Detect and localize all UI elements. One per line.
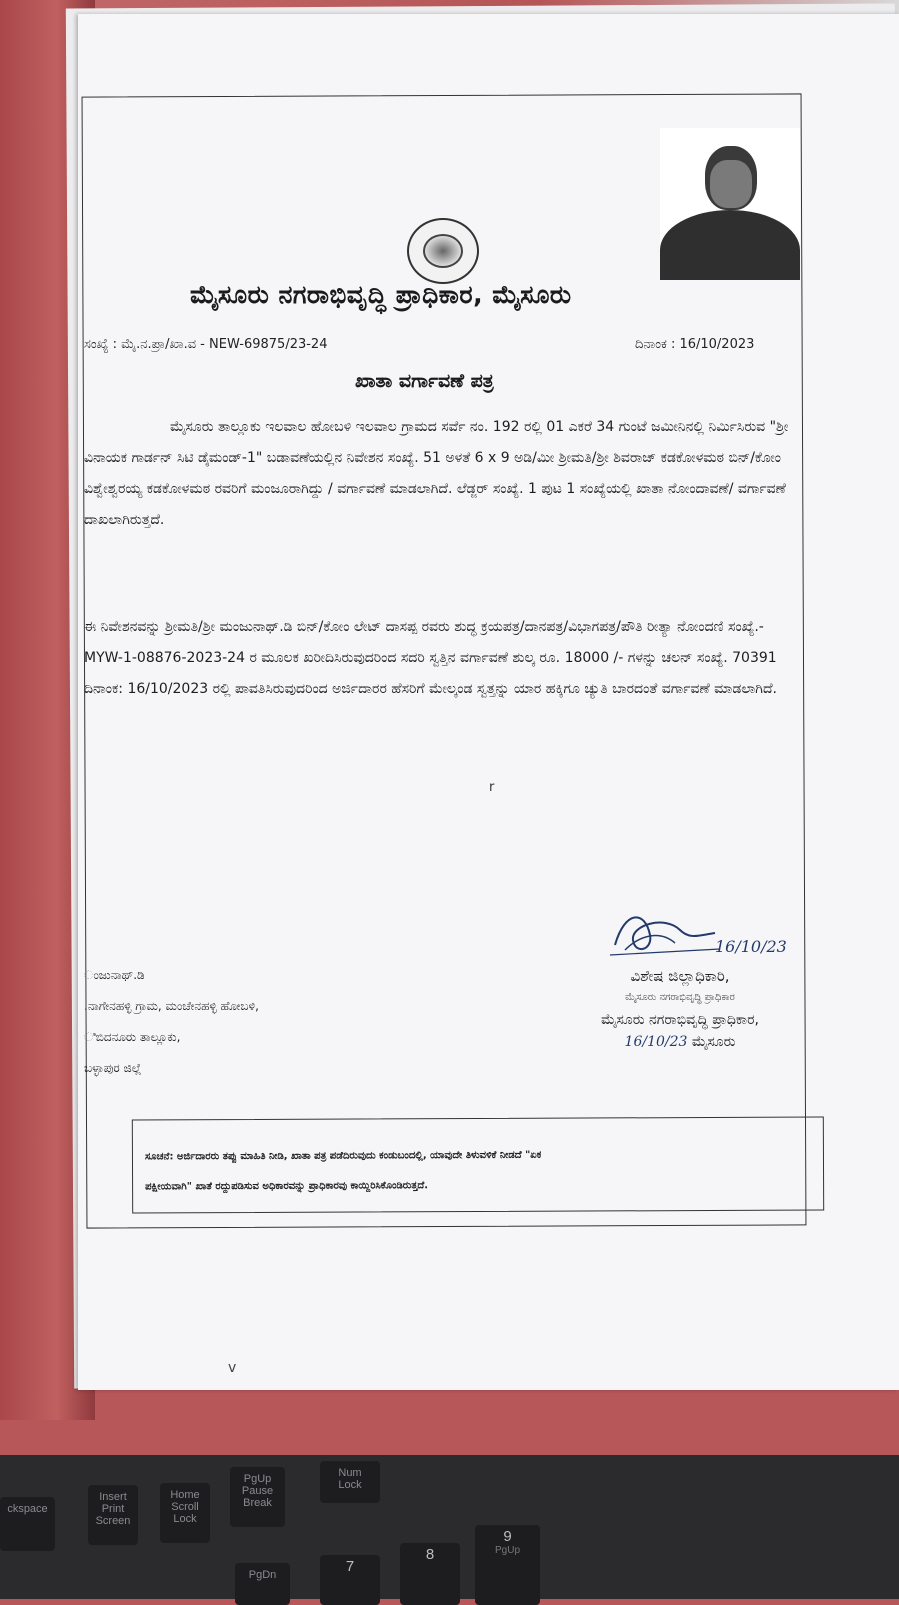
notice-box	[132, 1116, 824, 1213]
numpad-8-key[interactable]: 8	[400, 1543, 460, 1605]
applicant-photo	[660, 128, 800, 280]
numlock-key[interactable]: Num Lock	[320, 1461, 380, 1503]
home-key[interactable]: Home Scroll Lock	[160, 1483, 210, 1543]
body-paragraph-2: ಈ ನಿವೇಶನವನ್ನು ಶ್ರೀಮತಿ/ಶ್ರೀ ಮಂಜುನಾಥ್.ಡಿ ಬಿನ್/ಕೋಂ ಲೇಟ್ ದಾಸಪ್ಪ ರವರು ಶುದ್ಧ ಕ್ರಯಪತ್ರ/ದಾನಪತ್ರ/ವಿಭಾಗಪತ್ರ/ಪೌತಿ ರೀತ್ಯಾ ನೋಂದಣಿ ಸಂಖ್ಯೆ.- MYW-1-08876-2023-24 ರ ಮೂಲಕ ಖರೀದಿಸಿರುವುದರಿಂದ ಸದರಿ ಸ್ವತ್ತಿನ ವರ್ಗಾವಣೆ ಶುಲ್ಕ ರೂ. 18000 /- ಗಳನ್ನು ಚಲನ್ ಸಂಖ್ಯೆ. 70391 ದಿನಾಂಕ: 16/10/2023 ರಲ್ಲಿ ಪಾವತಿಸಿರುವುದರಿಂದ ಅರ್ಜಿದಾರರ ಹೆಸರಿಗೆ ಮೇಲ್ಕಂಡ ಸ್ವತ್ತನ್ನು ಯಾರ ಹಕ್ಕಿಗೂ ಚ್ಯುತಿ ಬಾರದಂತೆ ವರ್ಗಾವಣೆ ಮಾಡಲಾಗಿದೆ.	[84, 619, 778, 697]
body-paragraph-1: ಮೈಸೂರು ತಾಲ್ಲೂಕು ಇಲವಾಲ ಹೋಬಳಿ ಇಲವಾಲ ಗ್ರಾಮದ ಸರ್ವೆ ನಂ. 192 ರಲ್ಲಿ 01 ಎಕರೆ 34 ಗುಂಟೆ ಜಮೀನಿನಲ್ಲಿ ನಿರ್ಮಿಸಿರುವ "ಶ್ರೀ ವಿನಾಯಕ ಗಾರ್ಡನ್ ಸಿಟಿ ಡೈಮಂಡ್-1" ಬಡಾವಣೆಯಲ್ಲಿನ ನಿವೇಶನ ಸಂಖ್ಯೆ. 51 ಅಳತೆ 6 x 9 ಅಡಿ/ಮೀ ಶ್ರೀಮತಿ/ಶ್ರೀ ಶಿವರಾಜ್ ಕಡಕೋಳಮಠ ಬಿನ್/ಕೋಂ ವಿಶ್ವೇಶ್ವರಯ್ಯ ಕಡಕೋಳಮಠ ರವರಿಗೆ ಮಂಜೂರಾಗಿದ್ದು / ವರ್ಗಾವಣೆ ಮಾಡಲಾಗಿದೆ. ಲೆಡ್ಜರ್ ಸಂಖ್ಯೆ. 1 ಪುಟ 1 ಸಂಖ್ಯೆಯಲ್ಲಿ ಖಾತಾ ನೋಂದಾವಣೆ/ ವರ್ಗಾವಣೆ ದಾಖಲಾಗಿರುತ್ತದೆ.	[84, 419, 789, 528]
insert-key[interactable]: Insert Print Screen	[88, 1485, 138, 1545]
pgdn-key[interactable]: PgDn	[235, 1563, 290, 1605]
notice-line-1: ಸೂಚನೆ: ಅರ್ಜಿದಾರರು ತಪ್ಪು ಮಾಹಿತಿ ನೀಡಿ, ಖಾತಾ ಪತ್ರ ಪಡೆದಿರುವುದು ಕಂಡುಬಂದಲ್ಲಿ, ಯಾವುದೇ ತಿಳುವಳಿಕೆ ನೀಡದೆ "ಏಕ	[144, 1149, 542, 1163]
handwritten-date-2: 16/10/23	[624, 1034, 688, 1050]
numpad-9-key[interactable]: 9 PgUp	[475, 1525, 540, 1605]
numpad-7-key[interactable]: 7	[320, 1555, 380, 1605]
signatory-city-line	[535, 1031, 825, 1053]
address-line: ಿಬಿದನೂರು ತಾಲ್ಲೂಕು,	[84, 1030, 181, 1044]
signatory-block	[535, 965, 825, 1053]
document-subtitle: ಖಾತಾ ವರ್ಗಾವಣೆ ಪತ್ರ	[355, 370, 494, 392]
signature-icon	[605, 905, 725, 965]
signatory-stamp: ಮೈಸೂರು ನಗರಾಭಿವೃದ್ಧಿ ಪ್ರಾಧಿಕಾರ	[625, 992, 735, 1003]
backspace-key[interactable]: ckspace	[0, 1497, 55, 1551]
address-line: ಂಜುನಾಥ್.ಡಿ	[84, 968, 145, 982]
signatory-org: ಮೈಸೂರು ನಗರಾಭಿವೃದ್ಧಿ ಪ್ರಾಧಿಕಾರ,	[601, 1012, 759, 1028]
applicant-address	[84, 960, 259, 1084]
handwritten-date: 16/10/23	[715, 937, 787, 956]
address-line: .ನಾಗೇನಹಳ್ಳಿ ಗ್ರಾಮ, ಮಂಚೇನಹಳ್ಳಿ ಹೋಬಳಿ,	[84, 999, 259, 1013]
pgup-key[interactable]: PgUp Pause Break	[230, 1467, 285, 1527]
stray-mark-2: v	[228, 1360, 237, 1376]
authority-seal-icon	[407, 218, 479, 284]
signatory-name: ವಿಶೇಷ ಜಿಲ್ಲಾಧಿಕಾರಿ,	[630, 967, 730, 985]
reference-number: ಸಂಖ್ಯೆ : ಮೈ.ನ.ಪ್ರಾ/ಖಾ.ವ - NEW-69875/23-24	[84, 337, 328, 352]
address-line: ಬಳ್ಳಾಪುರ ಜಿಲ್ಲೆ	[84, 1061, 142, 1075]
signatory-city: ಮೈಸೂರು	[691, 1034, 736, 1050]
stray-mark: r	[489, 780, 495, 795]
issue-date: ದಿನಾಂಕ : 16/10/2023	[635, 337, 755, 352]
notice-line-2: ಪಕ್ಷೀಯವಾಗಿ" ಖಾತೆ ರದ್ದುಪಡಿಸುವ ಅಧಿಕಾರವನ್ನು ಪ್ರಾಧಿಕಾರವು ಕಾಯ್ದಿರಿಸಿಕೊಂಡಿರುತ್ತದೆ.	[145, 1180, 429, 1193]
authority-title: ಮೈಸೂರು ನಗರಾಭಿವೃದ್ಧಿ ಪ್ರಾಧಿಕಾರ, ಮೈಸೂರು	[190, 280, 572, 309]
keyboard	[0, 1455, 899, 1599]
